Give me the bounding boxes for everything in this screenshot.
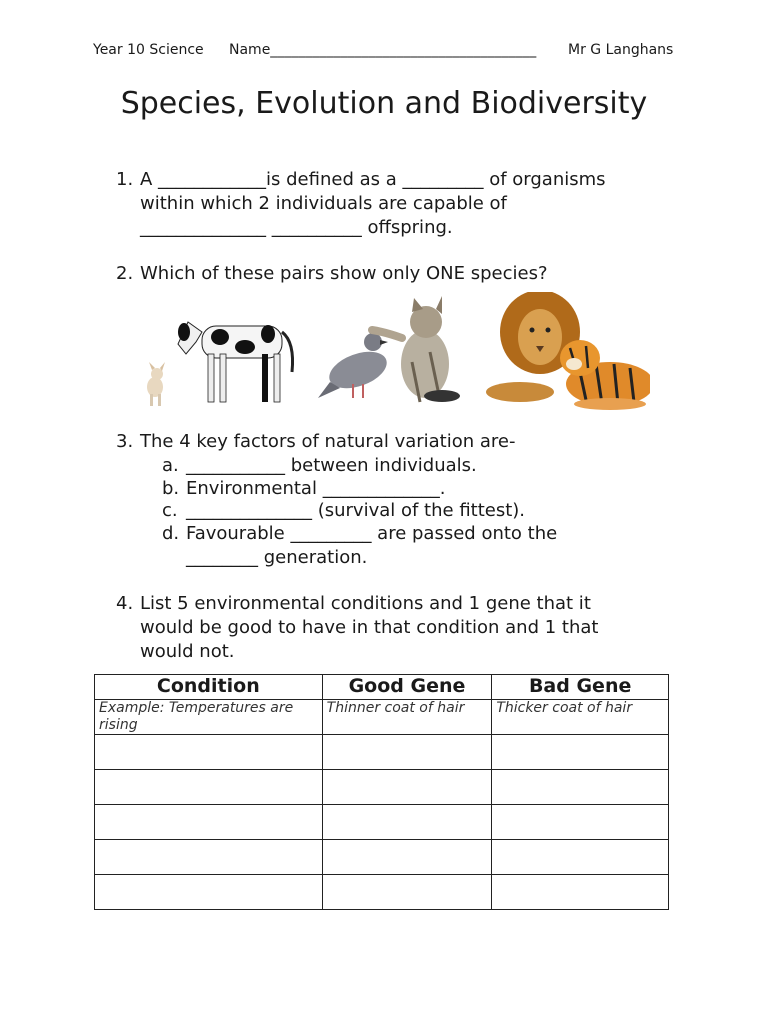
question-text-line: would not. bbox=[140, 641, 235, 662]
lion-tiger-image bbox=[486, 292, 650, 410]
good-gene-cell[interactable] bbox=[322, 840, 492, 875]
table-header-row bbox=[95, 675, 669, 700]
condition-cell[interactable] bbox=[95, 770, 323, 805]
question-number: 4. bbox=[116, 593, 134, 614]
bad-gene-cell[interactable] bbox=[492, 805, 669, 840]
page-title: Species, Evolution and Biodiversity bbox=[120, 86, 648, 121]
condition-cell[interactable] bbox=[95, 735, 323, 770]
column-header-good-gene: Good Gene bbox=[322, 675, 492, 700]
question-text-line: ______________ __________ offspring. bbox=[140, 217, 453, 238]
item-text: ______________ (survival of the fittest). bbox=[186, 500, 526, 521]
good-gene-cell[interactable] bbox=[322, 875, 492, 910]
item-text: ________ generation. bbox=[186, 547, 368, 568]
pigeon-cat-image bbox=[318, 296, 460, 402]
name-field-label: Name______________________________________ bbox=[229, 42, 537, 58]
bad-gene-cell[interactable] bbox=[492, 735, 669, 770]
question-text-line: The 4 key factors of natural variation are- bbox=[140, 431, 516, 452]
condition-cell[interactable] bbox=[95, 805, 323, 840]
item-label: c. bbox=[162, 500, 178, 521]
example-bad-gene: Thicker coat of hair bbox=[492, 700, 669, 735]
condition-cell[interactable] bbox=[95, 875, 323, 910]
dog-pair-image bbox=[147, 322, 293, 406]
genes-table bbox=[94, 674, 669, 910]
table-row bbox=[95, 805, 669, 840]
good-gene-cell[interactable] bbox=[322, 735, 492, 770]
column-header-bad-gene: Bad Gene bbox=[492, 675, 669, 700]
bad-gene-cell[interactable] bbox=[492, 875, 669, 910]
condition-cell[interactable] bbox=[95, 840, 323, 875]
table-row-example bbox=[95, 700, 669, 735]
question-text-line: within which 2 individuals are capable of bbox=[140, 193, 507, 214]
bad-gene-cell[interactable] bbox=[492, 770, 669, 805]
question-number: 2. bbox=[116, 263, 134, 284]
table-row bbox=[95, 875, 669, 910]
question-text-line: List 5 environmental conditions and 1 gene that it bbox=[140, 593, 591, 614]
item-text: Favourable _________ are passed onto the bbox=[186, 523, 558, 544]
course-label: Year 10 Science bbox=[93, 42, 204, 58]
question-number: 3. bbox=[116, 431, 134, 452]
example-condition: Example: Temperatures are rising bbox=[95, 700, 323, 735]
table-row bbox=[95, 735, 669, 770]
bad-gene-cell[interactable] bbox=[492, 840, 669, 875]
example-good-gene: Thinner coat of hair bbox=[322, 700, 492, 735]
item-label: d. bbox=[162, 523, 180, 544]
good-gene-cell[interactable] bbox=[322, 770, 492, 805]
column-header-condition: Condition bbox=[95, 675, 323, 700]
question-text-line: would be good to have in that condition and 1 that bbox=[140, 617, 599, 638]
item-label: b. bbox=[162, 478, 180, 499]
item-label: a. bbox=[162, 455, 179, 476]
item-text: ___________ between individuals. bbox=[186, 455, 477, 476]
good-gene-cell[interactable] bbox=[322, 805, 492, 840]
species-pairs-photos bbox=[140, 292, 650, 412]
question-number: 1. bbox=[116, 169, 134, 190]
item-text: Environmental _____________. bbox=[186, 478, 446, 499]
table-row bbox=[95, 840, 669, 875]
question-text-line: Which of these pairs show only ONE species? bbox=[140, 263, 548, 284]
teacher-label: Mr G Langhans bbox=[568, 42, 674, 58]
table-row bbox=[95, 770, 669, 805]
question-text-line: A ____________is defined as a _________ of organisms bbox=[140, 169, 606, 190]
